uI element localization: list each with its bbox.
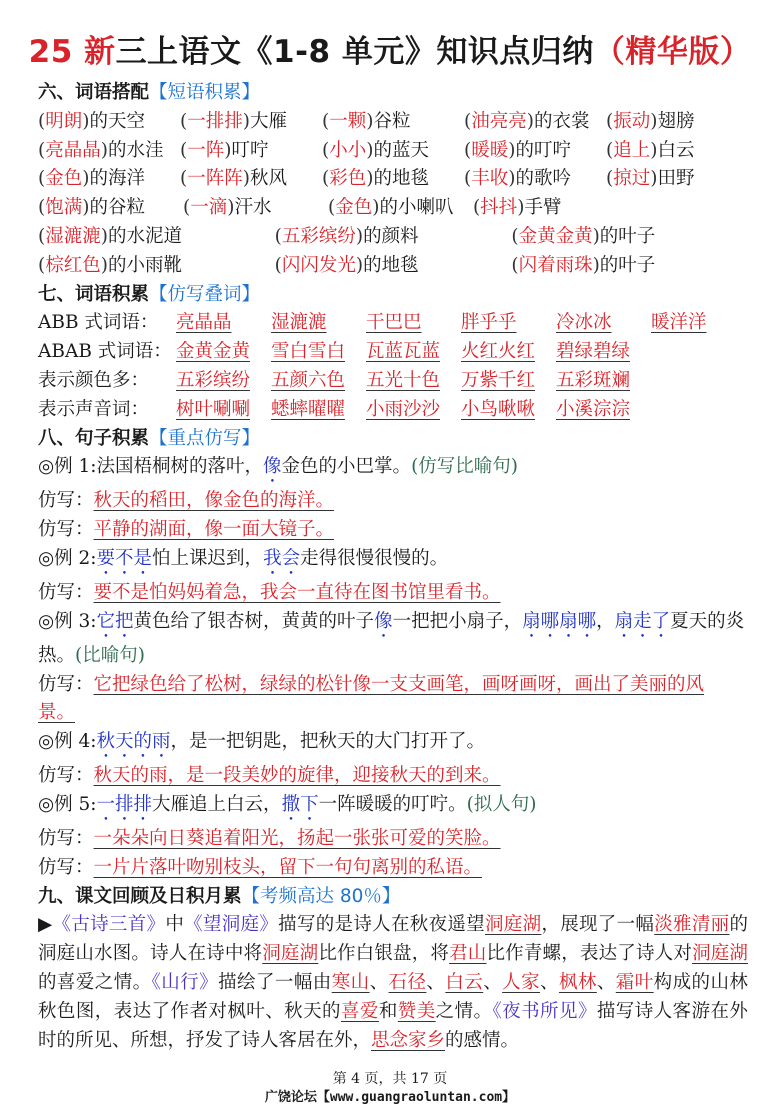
imitation-sentence [38, 854, 748, 883]
paragraph-segment: ▶ [38, 914, 53, 936]
paragraph-segment: 描写诗人客游在外时的所见、所想，抒发了诗人客居在外， [38, 1000, 748, 1051]
paragraph-segment: 的洞庭山水图。诗人在诗中将 [38, 914, 748, 965]
word-item [176, 367, 271, 396]
imitation-answer: 秋天的雨，是一段美妙的旋律，迎接秋天的到来。 [93, 765, 501, 787]
sentence-segment: 走得很慢很慢的。 [300, 547, 449, 569]
title-prefix: 25 新 [28, 34, 116, 70]
imitation-answer: 平静的湖面，像一面大镜子。 [93, 519, 335, 541]
paragraph-segment: 之情。 [435, 1000, 493, 1022]
word-text: 小鸟啾啾 [461, 398, 536, 420]
phrase-rest: 的谷粒 [89, 197, 145, 219]
word-text: 五颜六色 [271, 369, 346, 391]
heading-text: 六、词语搭配 [38, 82, 150, 103]
heading-tag: 【仿写叠词】 [149, 283, 261, 305]
phrase-item [180, 165, 322, 194]
sentence-segment: 金色的小巴掌。 [281, 456, 412, 478]
phrase-item [38, 252, 275, 281]
imitation-sentence [38, 516, 748, 545]
phrase-rest: 田野 [657, 168, 695, 190]
example-sentence [38, 728, 748, 762]
phrase-item [464, 137, 606, 166]
sentence-segment: (比喻句) [75, 644, 145, 666]
paragraph-segment: 洞庭湖 [262, 943, 319, 965]
phrase-rest: 手臂 [524, 197, 562, 219]
phrase-item [511, 252, 748, 281]
phrase-item [38, 108, 180, 137]
phrase-item [473, 194, 618, 223]
phrase-fill: ( 掠过 ) [606, 168, 657, 189]
phrase-fill: ( 一排排 ) [180, 111, 250, 132]
sentence-segment: 像 [263, 456, 282, 478]
word-text: 五彩缤纷 [176, 369, 251, 391]
paragraph-segment: 枫林 [558, 971, 597, 993]
phrase-item [180, 108, 322, 137]
sentence-segment: 怕上课迟到， [152, 547, 264, 569]
section-9-heading [38, 883, 748, 912]
word-item [271, 338, 366, 367]
word-text: 火红火红 [461, 341, 536, 363]
phrase-fill: ( 一滴 ) [183, 197, 234, 218]
paragraph-segment: 、 [483, 971, 503, 993]
sentence-segment: 撒下 [281, 793, 319, 815]
imitation-answer: 秋天的稻田，像金色的海洋。 [93, 490, 335, 512]
sentence-segment: 大雁追上白云， [152, 793, 282, 815]
imitation-sentence [38, 579, 748, 608]
phrase-rest: 的水洼 [107, 139, 164, 161]
word-row [38, 338, 748, 367]
word-item [271, 367, 366, 396]
heading-tag: 【短语积累】 [149, 82, 261, 103]
phrase-rest: 的衣裳 [533, 110, 590, 132]
paragraph-segment: 、 [540, 971, 559, 993]
phrase-item [180, 137, 322, 166]
phrase-rest: 翅膀 [657, 110, 695, 132]
imitation-label: 仿写： [38, 490, 94, 512]
heading-tag: 【重点仿写】 [149, 427, 261, 449]
sentence-segment: (拟人句) [466, 793, 537, 815]
phrase-fill: ( 棕红色 ) [38, 255, 108, 276]
document-body [38, 79, 748, 1055]
sentence-segment: 秋天的雨 [96, 731, 171, 753]
phrase-rest: 秋风 [249, 168, 287, 190]
word-item [271, 396, 366, 425]
phrase-rest: 白云 [657, 139, 695, 161]
imitation-label: 仿写： [38, 827, 94, 849]
word-text: 干巴巴 [366, 312, 422, 334]
sentence-segment: 我会 [263, 547, 301, 569]
word-item [176, 309, 271, 338]
word-text: 五光十色 [366, 369, 441, 391]
word-category-label: 表示颜色多： [38, 369, 150, 391]
phrase-rest: 的小雨靴 [107, 254, 182, 276]
sentence-segment: 夏天的炎热。 [38, 610, 745, 666]
phrase-rest: 的地毯 [373, 168, 429, 190]
phrase-collocation-list [38, 108, 748, 281]
word-text: 瓦蓝瓦蓝 [366, 341, 441, 363]
phrase-rest: 的天空 [89, 110, 145, 132]
paragraph-segment: 赞美 [397, 1000, 436, 1022]
paragraph-segment: 霜叶 [615, 971, 654, 993]
imitation-sentence [38, 671, 748, 729]
heading-tag: 【考频高达 80％】 [241, 885, 401, 907]
imitation-answer: 一朵朵向日葵追着阳光，扬起一张张可爱的笑脸。 [93, 827, 501, 849]
paragraph-segment: 洞庭湖 [485, 914, 542, 936]
word-category-label: ABB 式词语： [38, 312, 159, 334]
imitation-sentence [38, 762, 748, 791]
phrase-rest: 的海洋 [89, 168, 145, 190]
phrase-fill: ( 金色 ) [38, 168, 89, 189]
phrase-item [328, 194, 473, 223]
phrase-row [38, 252, 748, 281]
phrase-rest: 的水泥道 [107, 225, 182, 247]
sentence-examples [38, 453, 748, 882]
imitation-label: 仿写： [38, 519, 94, 541]
phrase-item [606, 137, 748, 166]
word-item [556, 338, 651, 367]
title-suffix: （精华版） [593, 34, 752, 70]
phrase-fill: ( 闪闪发光 ) [275, 255, 363, 276]
word-text: 蟋蟀曜曜 [271, 398, 346, 420]
phrase-item [606, 108, 748, 137]
phrase-item [38, 223, 275, 252]
word-item [176, 338, 271, 367]
word-accumulation-table [38, 309, 748, 424]
imitation-answer: 一片片落叶吻别枝头，留下一句句离别的私语。 [93, 856, 483, 878]
word-text: 碧绿碧绿 [556, 341, 631, 363]
phrase-rest: 的地毯 [363, 254, 419, 276]
phrase-rest: 的歌吟 [515, 168, 571, 190]
paragraph-segment: 君山 [449, 943, 487, 965]
word-text: 雪白雪白 [271, 341, 346, 363]
word-row [38, 367, 748, 396]
sentence-segment: 像 [374, 610, 393, 632]
word-text: 树叶唰唰 [176, 398, 251, 420]
page-number: 第 4 页，共 17 页 [332, 1071, 448, 1087]
phrase-item [606, 165, 748, 194]
paragraph-segment: 人家 [502, 971, 541, 993]
phrase-fill: ( 金色 ) [328, 197, 379, 218]
page-title [0, 26, 780, 71]
section-6-heading [38, 79, 748, 108]
sentence-segment: ◎例 4: [38, 731, 97, 753]
phrase-item [322, 137, 464, 166]
phrase-rest: 的小喇叭 [379, 197, 454, 219]
example-sentence [38, 545, 748, 579]
heading-text: 七、词语积累 [38, 283, 150, 305]
phrase-fill: ( 追上 ) [606, 140, 657, 161]
word-item [176, 396, 271, 425]
sentence-segment: ， [596, 610, 615, 632]
paragraph-segment: 的感情。 [445, 1029, 520, 1051]
phrase-row [38, 223, 748, 252]
sentence-segment: 一把把小扇子， [392, 610, 523, 632]
example-sentence [38, 453, 748, 487]
word-text: 湿漉漉 [271, 312, 327, 334]
sentence-segment: ◎例 1:法国梧桐树的落叶， [38, 456, 264, 478]
word-text: 冷冰冰 [556, 312, 612, 334]
phrase-rest: 汗水 [234, 197, 272, 219]
word-item [556, 367, 651, 396]
word-row [38, 396, 748, 425]
word-item [461, 309, 556, 338]
sentence-segment: 它把 [96, 610, 134, 632]
sentence-segment: (仿写比喻句) [411, 456, 518, 478]
phrase-rest: 谷粒 [373, 110, 411, 132]
title-main: 三上语文《1-8 单元》知识点归纳 [115, 34, 594, 70]
imitation-sentence [38, 487, 748, 516]
paragraph-segment: 石径 [388, 971, 427, 993]
phrase-item [275, 223, 512, 252]
imitation-sentence [38, 825, 748, 854]
phrase-item [464, 108, 606, 137]
paragraph-segment: 《古诗三首》 [52, 914, 166, 936]
imitation-label: 仿写： [38, 581, 94, 603]
phrase-fill: ( 五彩缤纷 ) [275, 226, 363, 247]
word-category-label: ABAB 式词语： [38, 341, 172, 363]
phrase-fill: ( 丰收 ) [464, 168, 515, 189]
phrase-fill: ( 湿漉漉 ) [38, 226, 108, 247]
lesson-review-paragraph [38, 911, 748, 1055]
paragraph-segment: 《望洞庭》 [184, 914, 279, 936]
word-text: 金黄金黄 [176, 341, 251, 363]
word-text: 五彩斑斓 [556, 369, 631, 391]
phrase-rest: 的颜料 [363, 225, 419, 247]
word-item [366, 309, 461, 338]
phrase-item [322, 108, 464, 137]
heading-text: 九、课文回顾及日积月累 [38, 885, 242, 907]
paragraph-segment: 描写的是诗人在秋夜遥望 [278, 914, 485, 936]
paragraph-segment: 洞庭湖 [692, 943, 748, 965]
section-7-heading [38, 281, 748, 310]
phrase-rest: 的叶子 [599, 225, 656, 247]
sentence-segment: ◎例 3: [38, 610, 97, 632]
word-text: 小溪淙淙 [556, 398, 631, 420]
sentence-segment: 要不是 [96, 547, 153, 569]
imitation-label: 仿写： [38, 765, 94, 787]
phrase-fill: ( 金黄金黄 ) [511, 226, 599, 247]
sentence-segment: ◎例 2: [38, 547, 97, 569]
paragraph-segment: 寒山 [331, 971, 370, 993]
phrase-fill: ( 一阵阵 ) [180, 168, 250, 189]
phrase-fill: ( 振动 ) [606, 111, 657, 132]
phrase-row [38, 137, 748, 166]
phrase-rest: 叮咛 [231, 139, 269, 161]
phrase-rest: 大雁 [249, 110, 287, 132]
phrase-item [511, 223, 748, 252]
paragraph-segment: 比作白银盘，将 [318, 943, 450, 965]
example-sentence [38, 791, 748, 825]
paragraph-segment: 《夜书所见》 [492, 1000, 597, 1022]
phrase-item [322, 165, 464, 194]
word-item [556, 309, 651, 338]
word-row [38, 309, 748, 338]
phrase-item [464, 165, 606, 194]
imitation-label: 仿写： [38, 673, 94, 695]
word-item [366, 396, 461, 425]
phrase-item [38, 194, 183, 223]
phrase-fill: ( 闪着雨珠 ) [511, 255, 599, 276]
phrase-item [38, 137, 180, 166]
paragraph-segment: 比作青螺，表达了诗人对 [486, 943, 693, 965]
phrase-rest: 的叮咛 [515, 139, 571, 161]
paragraph-segment: 的喜爱之情。 [38, 971, 152, 993]
sentence-segment: 一排排 [96, 793, 153, 815]
phrase-row [38, 108, 748, 137]
phrase-item [275, 252, 512, 281]
phrase-fill: ( 一阵 ) [180, 140, 231, 161]
sentence-segment: ，是一把钥匙，把秋天的大门打开了。 [170, 731, 486, 753]
paragraph-segment: 描绘了一幅由 [218, 971, 332, 993]
word-item [366, 367, 461, 396]
phrase-item [38, 165, 180, 194]
section-8-heading [38, 425, 748, 454]
word-text: 亮晶晶 [176, 312, 232, 334]
heading-text: 八、句子积累 [38, 427, 150, 449]
word-text: 小雨沙沙 [366, 398, 441, 420]
paragraph-segment: 《山行》 [151, 971, 219, 993]
phrase-fill: ( 抖抖 ) [473, 197, 524, 218]
paragraph-segment: 构成的山林秋色图，表达了作者对枫叶、秋天的 [38, 971, 748, 1022]
phrase-item [183, 194, 328, 223]
phrase-rest: 的蓝天 [373, 139, 429, 161]
sentence-segment: 一阵暖暖的叮咛。 [318, 793, 467, 815]
word-item [556, 396, 651, 425]
word-item [366, 338, 461, 367]
example-sentence [38, 608, 748, 671]
sentence-segment: 扇哪扇哪 [522, 610, 597, 632]
paragraph-segment: 淡雅清丽 [654, 914, 730, 936]
word-item [461, 338, 556, 367]
phrase-rest: 的叶子 [599, 254, 656, 276]
phrase-fill: ( 小小 ) [322, 140, 373, 161]
paragraph-segment: 和 [378, 1000, 398, 1022]
phrase-fill: ( 油亮亮 ) [464, 111, 534, 132]
phrase-fill: ( 饱满 ) [38, 197, 89, 218]
paragraph-segment: 中 [165, 914, 185, 936]
sentence-segment: 扇走了 [614, 610, 671, 632]
sentence-segment: 黄色给了银杏树，黄黄的叶子 [133, 610, 375, 632]
paragraph-segment: 、 [596, 971, 616, 993]
word-text: 万紫千红 [461, 369, 536, 391]
word-text: 胖乎乎 [461, 312, 517, 334]
phrase-fill: ( 亮晶晶 ) [38, 140, 108, 161]
phrase-fill: ( 明朗 ) [38, 111, 89, 132]
phrase-row [38, 194, 748, 223]
word-category-label: 表示声音词： [38, 398, 150, 420]
paragraph-segment: 思念家乡 [371, 1029, 446, 1051]
word-item [651, 309, 746, 338]
word-item [461, 396, 556, 425]
imitation-answer: 要不是怕妈妈着急，我会一直待在图书馆里看书。 [93, 581, 501, 603]
paragraph-segment: 白云 [445, 971, 484, 993]
paragraph-segment: 、 [426, 971, 446, 993]
phrase-fill: ( 一颗 ) [322, 111, 373, 132]
paragraph-segment: 、 [369, 971, 389, 993]
phrase-fill: ( 暖暖 ) [464, 140, 515, 161]
imitation-label: 仿写： [38, 856, 94, 878]
word-item [271, 309, 366, 338]
word-item [461, 367, 556, 396]
paragraph-segment: 喜爱 [340, 1000, 379, 1022]
sentence-segment: ◎例 5: [38, 793, 97, 815]
phrase-fill: ( 彩色 ) [322, 168, 373, 189]
word-text: 暖洋洋 [651, 312, 707, 334]
paragraph-segment: ，展现了一幅 [541, 914, 655, 936]
phrase-row [38, 165, 748, 194]
site-watermark: 广饶论坛【www.guangraoluntan.com】 [264, 1090, 516, 1105]
imitation-answer: 它把绿色给了松树，绿绿的松针像一支支画笔，画呀画呀，画出了美丽的风景。 [38, 673, 705, 724]
